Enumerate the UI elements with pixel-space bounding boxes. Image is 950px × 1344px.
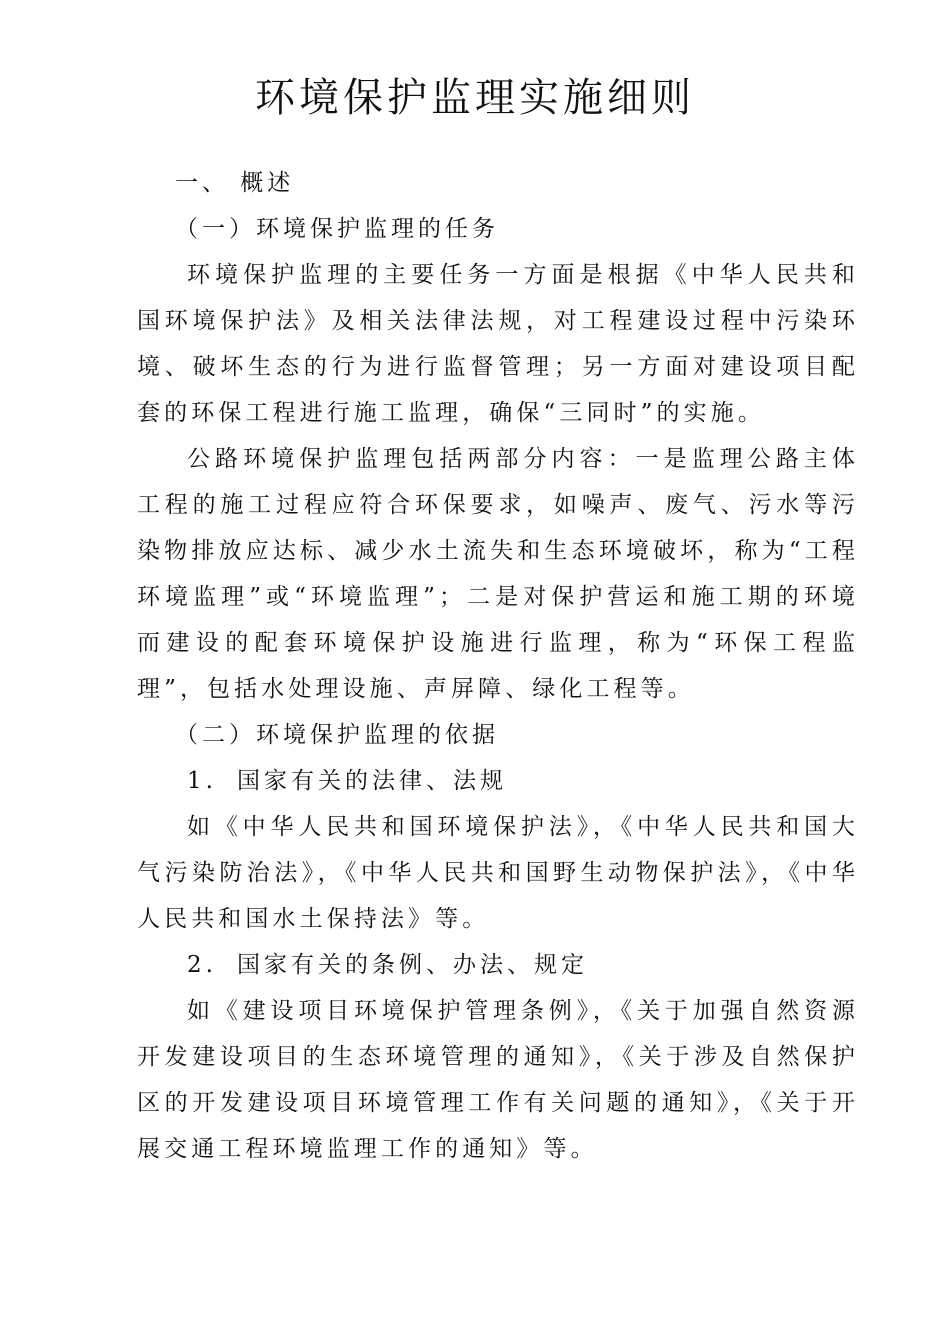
- item-number: 1.: [187, 768, 217, 794]
- item-heading-text: 国家有关的法律、法规: [237, 768, 507, 794]
- subsection-heading-basis: （二）环境保护监理的依据: [175, 722, 499, 748]
- document-body: [137, 160, 859, 1172]
- item-number: 2.: [187, 952, 217, 978]
- item-heading-laws: [137, 758, 859, 804]
- document-title: 环境保护监理实施细则: [255, 75, 695, 121]
- section-heading-overview: 一、 概述: [175, 170, 295, 196]
- item-heading-regulations: [137, 942, 859, 988]
- paragraph-regulations: 如《建设项目环境保护管理条例》，《关于加强自然资源开发建设项目的生态环境管理的通知》，《关于涉及自然保护区的开发建设项目环境管理工作有关问题的通知》，《关于开展交通工程环境监理工作的通知》等。: [137, 998, 859, 1162]
- item-heading-text: 国家有关的条例、办法、规定: [237, 952, 588, 978]
- paragraph-tasks-1: 环境保护监理的主要任务一方面是根据《中华人民共和国环境保护法》及相关法律法规，对工程建设过程中污染环境、破坏生态的行为进行监督管理；另一方面对建设项目配套的环保工程进行施工监理，确保“三同时”的实施。: [137, 262, 859, 426]
- subsection-heading-tasks: （一）环境保护监理的任务: [175, 216, 499, 242]
- paragraph-tasks-2: 公路环境保护监理包括两部分内容：一是监理公路主体工程的施工过程应符合环保要求，如噪声、废气、污水等污染物排放应达标、减少水土流失和生态环境破坏，称为“工程环境监理”或“环境监理”；二是对保护营运和施工期的环境而建设的配套环境保护设施进行监理，称为“环保工程监理”，包括水处理设施、声屏障、绿化工程等。: [137, 446, 859, 702]
- paragraph-laws: 如《中华人民共和国环境保护法》，《中华人民共和国大气污染防治法》，《中华人民共和国野生动物保护法》，《中华人民共和国水土保持法》等。: [137, 814, 859, 932]
